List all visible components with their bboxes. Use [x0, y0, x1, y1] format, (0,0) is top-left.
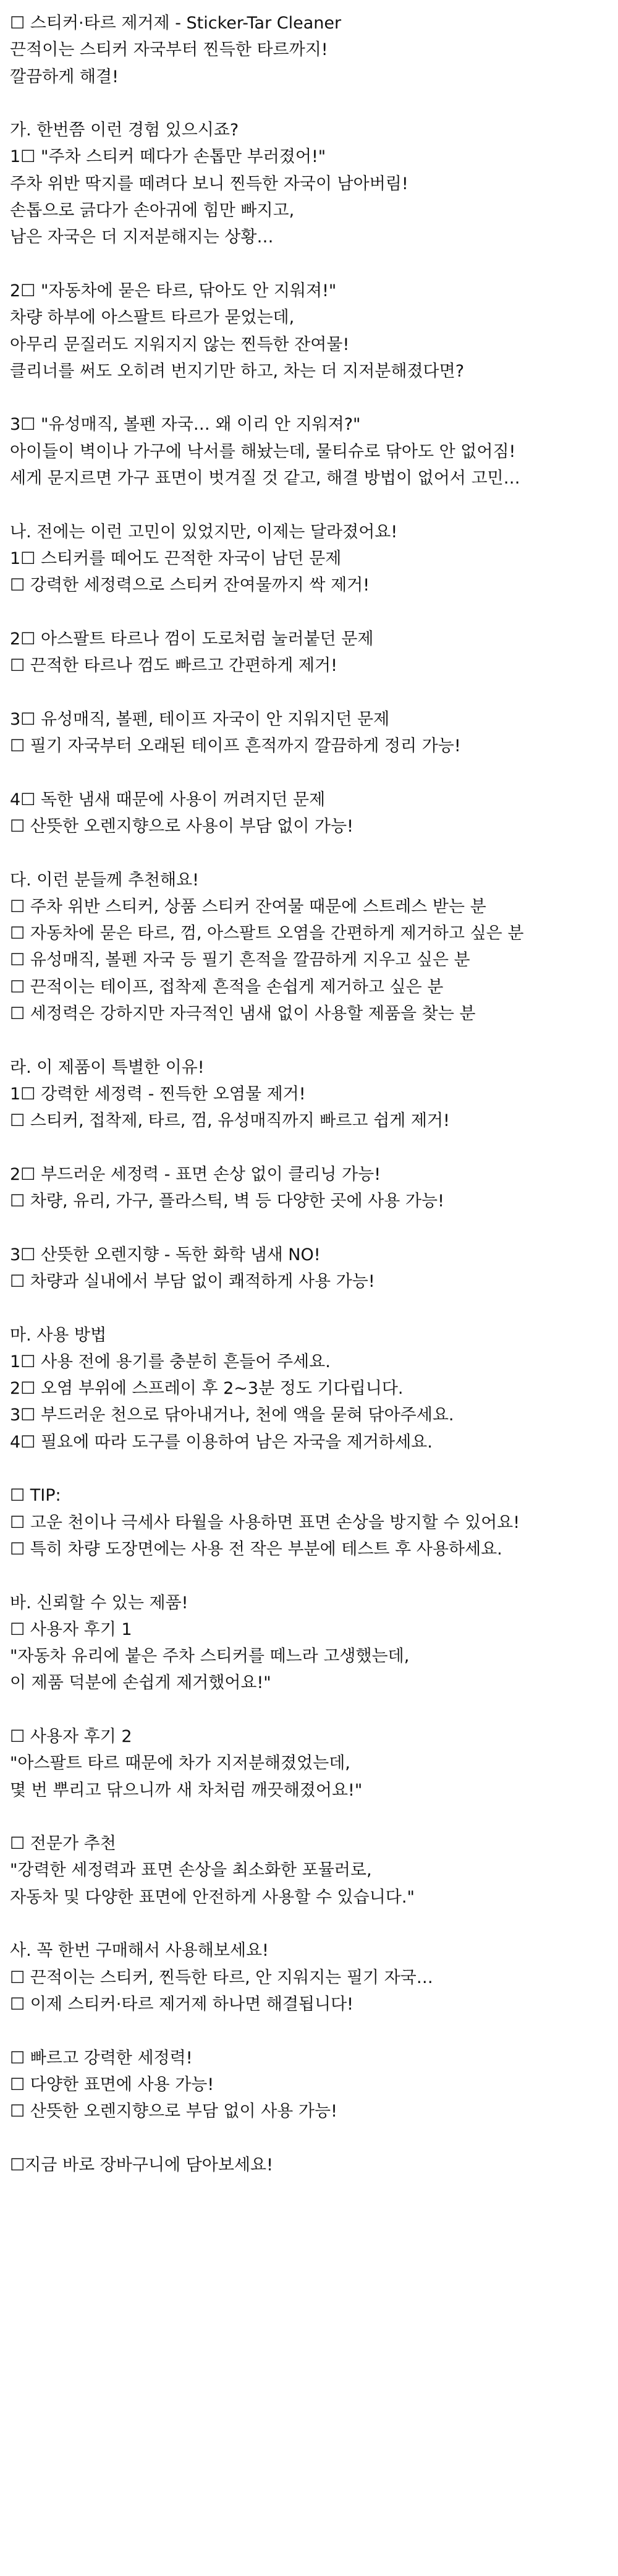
text-line: ☐ 다양한 표면에 사용 가능! — [10, 2075, 214, 2094]
text-line: ☐ 주차 위반 스티커, 상품 스티커 잔여물 때문에 스트레스 받는 분 — [10, 897, 486, 916]
text-line: 2☐ 오염 부위에 스프레이 후 2~3분 정도 기다립니다. — [10, 1379, 404, 1399]
text-line: 가. 한번쯤 이런 경험 있으시죠? — [10, 121, 239, 140]
blank-line — [10, 1804, 618, 1830]
blank-line — [10, 1456, 618, 1482]
blank-line — [10, 2018, 618, 2044]
blank-line — [10, 759, 618, 786]
text-line: 나. 전에는 이런 고민이 있었지만, 이제는 달라졌어요! — [10, 522, 398, 542]
blank-line — [10, 1027, 618, 1054]
text-line: 자동차 및 다양한 표면에 안전하게 사용할 수 있습니다." — [10, 1887, 415, 1907]
text-line: ☐ 스티커, 접착제, 타르, 껌, 유성매직까지 빠르고 쉽게 제거! — [10, 1111, 450, 1131]
text-line: 3☐ 유성매직, 볼펜, 테이프 자국이 안 지워지던 문제 — [10, 709, 390, 729]
blank-line — [10, 840, 618, 866]
text-line: 1☐ 강력한 세정력 - 찐득한 오염물 제거! — [10, 1084, 306, 1104]
text-line: 끈적이는 스티커 자국부터 찐득한 타르까지! — [10, 40, 328, 60]
text-line: ☐ 유성매직, 볼펜 자국 등 필기 흔적을 깔끔하게 지우고 싶은 분 — [10, 950, 470, 970]
text-line: 2☐ 아스팔트 타르나 껌이 도로처럼 눌러붙던 문제 — [10, 629, 374, 649]
text-line: 4☐ 필요에 따라 도구를 이용하여 남은 자국을 제거하세요. — [10, 1432, 433, 1452]
text-line: ☐ 강력한 세정력으로 스티커 잔여물까지 싹 제거! — [10, 576, 370, 595]
blank-line — [10, 1134, 618, 1161]
text-line: ☐ 끈적이는 테이프, 접착제 흔적을 손쉽게 제거하고 싶은 분 — [10, 977, 444, 997]
text-line: 1☐ 스티커를 떼어도 끈적한 자국이 남던 문제 — [10, 548, 342, 568]
blank-line — [10, 251, 618, 278]
text-line: 손톱으로 긁다가 손아귀에 힘만 빠지고, — [10, 201, 295, 221]
text-line: ☐ TIP: — [10, 1486, 61, 1506]
blank-line — [10, 1697, 618, 1723]
text-line: ☐ 자동차에 묻은 타르, 껌, 아스팔트 오염을 간편하게 제거하고 싶은 분 — [10, 924, 524, 944]
text-line: ☐ 산뜻한 오렌지향으로 부담 없이 사용 가능! — [10, 2102, 337, 2122]
text-line: ☐ 스티커·타르 제거제 - Sticker-Tar Cleaner — [10, 14, 342, 33]
text-line: ☐ 산뜻한 오렌지향으로 사용이 부담 없이 가능! — [10, 816, 353, 836]
text-line: ☐ 차량과 실내에서 부담 없이 쾌적하게 사용 가능! — [10, 1271, 375, 1291]
text-line: 1☐ 사용 전에 용기를 충분히 흔들어 주세요. — [10, 1352, 331, 1371]
text-line: 3☐ 부드러운 천으로 닦아내거나, 천에 액을 묻혀 닦아주세요. — [10, 1405, 454, 1425]
blank-line — [10, 2125, 618, 2151]
text-line: "자동차 유리에 붙은 주차 스티커를 떼느라 고생했는데, — [10, 1647, 410, 1666]
text-line: ☐ 고운 천이나 극세사 타월을 사용하면 표면 손상을 방지할 수 있어요! — [10, 1512, 520, 1532]
blank-line — [10, 1295, 618, 1321]
blank-line — [10, 90, 618, 117]
text-line: 1☐ "주차 스티커 떼다가 손톱만 부러졌어!" — [10, 147, 326, 167]
text-line: 사. 꼭 한번 구매해서 사용해보세요! — [10, 1941, 269, 1961]
text-line: 바. 신뢰할 수 있는 제품! — [10, 1593, 188, 1613]
text-line: "강력한 세정력과 표면 손상을 최소화한 포뮬러로, — [10, 1861, 372, 1880]
blank-line — [10, 599, 618, 626]
text-line: 남은 자국은 더 지저분해지는 상황… — [10, 228, 274, 247]
text-line: ☐ 끈적한 타르나 껌도 빠르고 간편하게 제거! — [10, 656, 337, 676]
blank-line — [10, 385, 618, 411]
text-line: 3☐ "유성매직, 볼펜 자국… 왜 이리 안 지워져?" — [10, 415, 361, 435]
text-line: ☐ 사용자 후기 2 — [10, 1727, 132, 1746]
text-line: ☐지금 바로 장바구니에 담아보세요! — [10, 2155, 273, 2175]
text-line: 차량 하부에 아스팔트 타르가 묻었는데, — [10, 308, 295, 328]
blank-line — [10, 679, 618, 706]
text-line: ☐ 필기 자국부터 오래된 테이프 흔적까지 깔끔하게 정리 가능! — [10, 736, 461, 756]
blank-line — [10, 492, 618, 518]
text-line: ☐ 끈적이는 스티커, 찐득한 타르, 안 지워지는 필기 자국… — [10, 1968, 433, 1987]
text-line: ☐ 차량, 유리, 가구, 플라스틱, 벽 등 다양한 곳에 사용 가능! — [10, 1192, 444, 1211]
text-line: ☐ 사용자 후기 1 — [10, 1619, 132, 1639]
text-line: 세게 문지르면 가구 표면이 벗겨질 것 같고, 해결 방법이 없어서 고민… — [10, 469, 520, 488]
text-line: ☐ 빠르고 강력한 세정력! — [10, 2048, 193, 2068]
text-line: 몇 번 뿌리고 닦으니까 새 차처럼 깨끗해졌어요!" — [10, 1780, 363, 1800]
text-line: 4☐ 독한 냄새 때문에 사용이 꺼려지던 문제 — [10, 790, 326, 809]
blank-line — [10, 1214, 618, 1241]
text-line: 클리너를 써도 오히려 번지기만 하고, 차는 더 지저분해졌다면? — [10, 361, 465, 381]
text-line: ☐ 세정력은 강하지만 자극적인 냄새 없이 사용할 제품을 찾는 분 — [10, 1004, 476, 1023]
text-line: 이 제품 덕분에 손쉽게 제거했어요!" — [10, 1673, 271, 1693]
text-line: 2☐ "자동차에 묻은 타르, 닦아도 안 지워져!" — [10, 281, 337, 301]
text-line: 라. 이 제품이 특별한 이유! — [10, 1057, 205, 1077]
text-line: "아스팔트 타르 때문에 차가 지저분해졌었는데, — [10, 1754, 350, 1773]
blank-line — [10, 1563, 618, 1589]
text-line: ☐ 전문가 추천 — [10, 1834, 116, 1854]
text-line: 3☐ 산뜻한 오렌지향 - 독한 화학 냄새 NO! — [10, 1245, 321, 1265]
text-line: 아이들이 벽이나 가구에 낙서를 해놨는데, 물티슈로 닦아도 안 없어짐! — [10, 441, 516, 461]
blank-line — [10, 1911, 618, 1937]
text-line: ☐ 이제 스티커·타르 제거제 하나면 해결됩니다! — [10, 1994, 353, 2014]
text-line: 2☐ 부드러운 세정력 - 표면 손상 없이 클리닝 가능! — [10, 1164, 381, 1184]
text-line: 아무리 문질러도 지워지지 않는 찐득한 잔여물! — [10, 335, 350, 354]
text-line: 마. 사용 방법 — [10, 1325, 107, 1345]
text-line: 다. 이런 분들께 추천해요! — [10, 870, 199, 890]
text-line: 깔끔하게 해결! — [10, 67, 119, 87]
text-line: ☐ 특히 차량 도장면에는 사용 전 작은 부분에 테스트 후 사용하세요. — [10, 1539, 502, 1559]
text-line: 주차 위반 딱지를 떼려다 보니 찐득한 자국이 남아버림! — [10, 174, 408, 194]
